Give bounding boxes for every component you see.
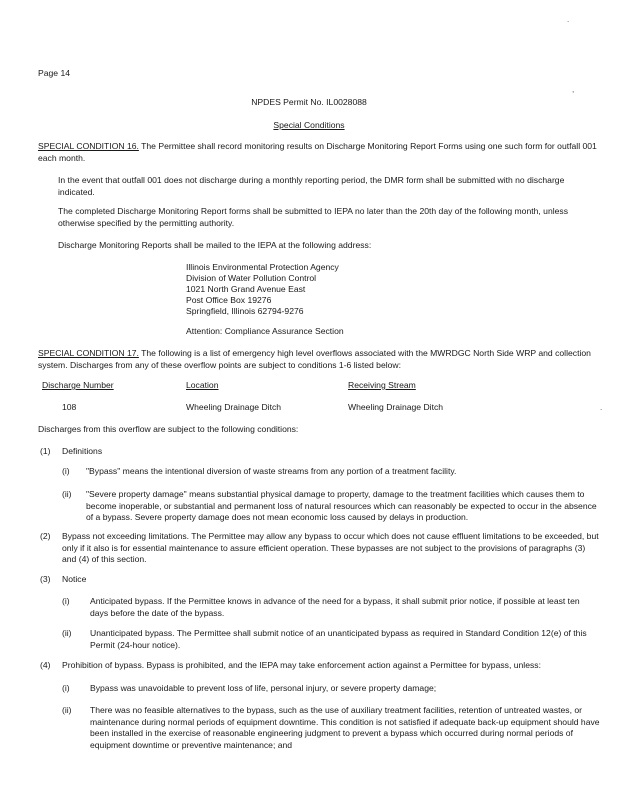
address-line: Post Office Box 19276 bbox=[186, 295, 272, 305]
column-header-location: Location bbox=[186, 380, 219, 390]
special-condition-16 bbox=[38, 141, 598, 164]
condition-title-notice: Notice bbox=[62, 574, 87, 584]
sc17-title: SPECIAL CONDITION 17. bbox=[38, 348, 139, 358]
sc16-text: The Permittee shall record monitoring results on Discharge Monitoring Report Forms using one such form for outfall 001 each month. bbox=[38, 141, 597, 163]
permit-number: NPDES Permit No. IL0028088 bbox=[251, 97, 367, 107]
sub-item-number: (ii) bbox=[62, 628, 72, 638]
sc17-text: The following is a list of emergency high level overflows associated with the MWRDGC North Side WRP and collection system. Discharges from any of these overflow points are subject to conditions 1-6 listed below: bbox=[38, 348, 591, 370]
sub-item-number: (ii) bbox=[62, 489, 72, 499]
sc16-paragraph-3: Discharge Monitoring Reports shall be mailed to the IEPA at the following address: bbox=[58, 240, 372, 250]
sc16-title: SPECIAL CONDITION 16. bbox=[38, 141, 139, 151]
sub-item-number: (ii) bbox=[62, 705, 72, 715]
prohibition-item-i: Bypass was unavoidable to prevent loss of life, personal injury, or severe property damage; bbox=[90, 683, 437, 693]
prohibition-item-ii: There was no feasible alternatives to the bypass, such as the use of auxiliary treatment facilities, retention of untreated wastes, or maintenance during normal periods of equipment downtime. This condition is not satisfied if adequate back-up equipment should have been installed in the exercise of reasonable engineering judgment to prevent a bypass which occurred during normal periods of equipment downtime or preventive maintenance; and bbox=[90, 705, 600, 750]
section-heading: Special Conditions bbox=[273, 120, 345, 130]
condition-number: (3) bbox=[40, 574, 51, 584]
page-number: Page 14 bbox=[38, 68, 71, 78]
table-cell-discharge-number: 108 bbox=[62, 402, 77, 412]
notice-anticipated-bypass: Anticipated bypass. If the Permittee knows in advance of the need for a bypass, it shall submit prior notice, if possible at least ten days before the date of the bypass. bbox=[90, 596, 580, 618]
address-line: Division of Water Pollution Control bbox=[186, 273, 317, 283]
column-header-receiving-stream: Receiving Stream bbox=[348, 380, 416, 390]
condition-number: (2) bbox=[40, 531, 51, 541]
condition-prohibition-of-bypass: Prohibition of bypass. Bypass is prohibited, and the IEPA may take enforcement action against a Permittee for bypass, unless: bbox=[62, 660, 541, 670]
scan-mark: , bbox=[572, 85, 575, 94]
sub-item-number: (i) bbox=[62, 466, 70, 476]
condition-bypass-not-exceeding: Bypass not exceeding limitations. The Permittee may allow any bypass to occur which does not cause effluent limitations to be exceeded, but only if it also is for essential maintenance to assure efficient operation. These bypasses are not subject to the provisions of paragraphs (3) and (4) of this section. bbox=[62, 531, 599, 564]
conditions-intro: Discharges from this overflow are subject to the following conditions: bbox=[38, 424, 299, 434]
mailing-address bbox=[186, 262, 486, 317]
address-line: 1021 North Grand Avenue East bbox=[186, 284, 306, 294]
condition-number: (4) bbox=[40, 660, 51, 670]
special-condition-17 bbox=[38, 348, 598, 371]
sub-item-number: (i) bbox=[62, 683, 70, 693]
address-line: Springfield, Illinois 62794-9276 bbox=[186, 306, 304, 316]
definition-severe-property-damage: "Severe property damage" means substantial physical damage to property, damage to the treatment facilities which causes them to become inoperable, or substantial and permanent loss of natural resources which can reasonably be expected to occur in the absence of a bypass. Severe property damage does not mean economic loss caused by delays in production. bbox=[86, 489, 597, 522]
scan-mark: . bbox=[600, 403, 603, 412]
sc16-paragraph-1: In the event that outfall 001 does not discharge during a monthly reporting period, the DMR form shall be submitted with no discharge indicated. bbox=[58, 175, 565, 197]
attention-line: Attention: Compliance Assurance Section bbox=[186, 326, 344, 336]
address-line: Illinois Environmental Protection Agency bbox=[186, 262, 339, 272]
condition-title-definitions: Definitions bbox=[62, 446, 103, 456]
notice-unanticipated-bypass: Unanticipated bypass. The Permittee shall submit notice of an unanticipated bypass as required in Standard Condition 12(e) of this Permit (24-hour notice). bbox=[90, 628, 587, 650]
scan-mark: . bbox=[567, 15, 570, 24]
table-cell-receiving-stream: Wheeling Drainage Ditch bbox=[348, 402, 444, 412]
condition-number: (1) bbox=[40, 446, 51, 456]
column-header-discharge-number: Discharge Number bbox=[42, 380, 114, 390]
table-cell-location: Wheeling Drainage Ditch bbox=[186, 402, 282, 412]
sub-item-number: (i) bbox=[62, 596, 70, 606]
sc16-paragraph-2: The completed Discharge Monitoring Report forms shall be submitted to IEPA no later than the 20th day of the following month, unless otherwise specified by the permitting authority. bbox=[58, 206, 569, 228]
definition-bypass: "Bypass" means the intentional diversion of waste streams from any portion of a treatment facility. bbox=[86, 466, 457, 476]
